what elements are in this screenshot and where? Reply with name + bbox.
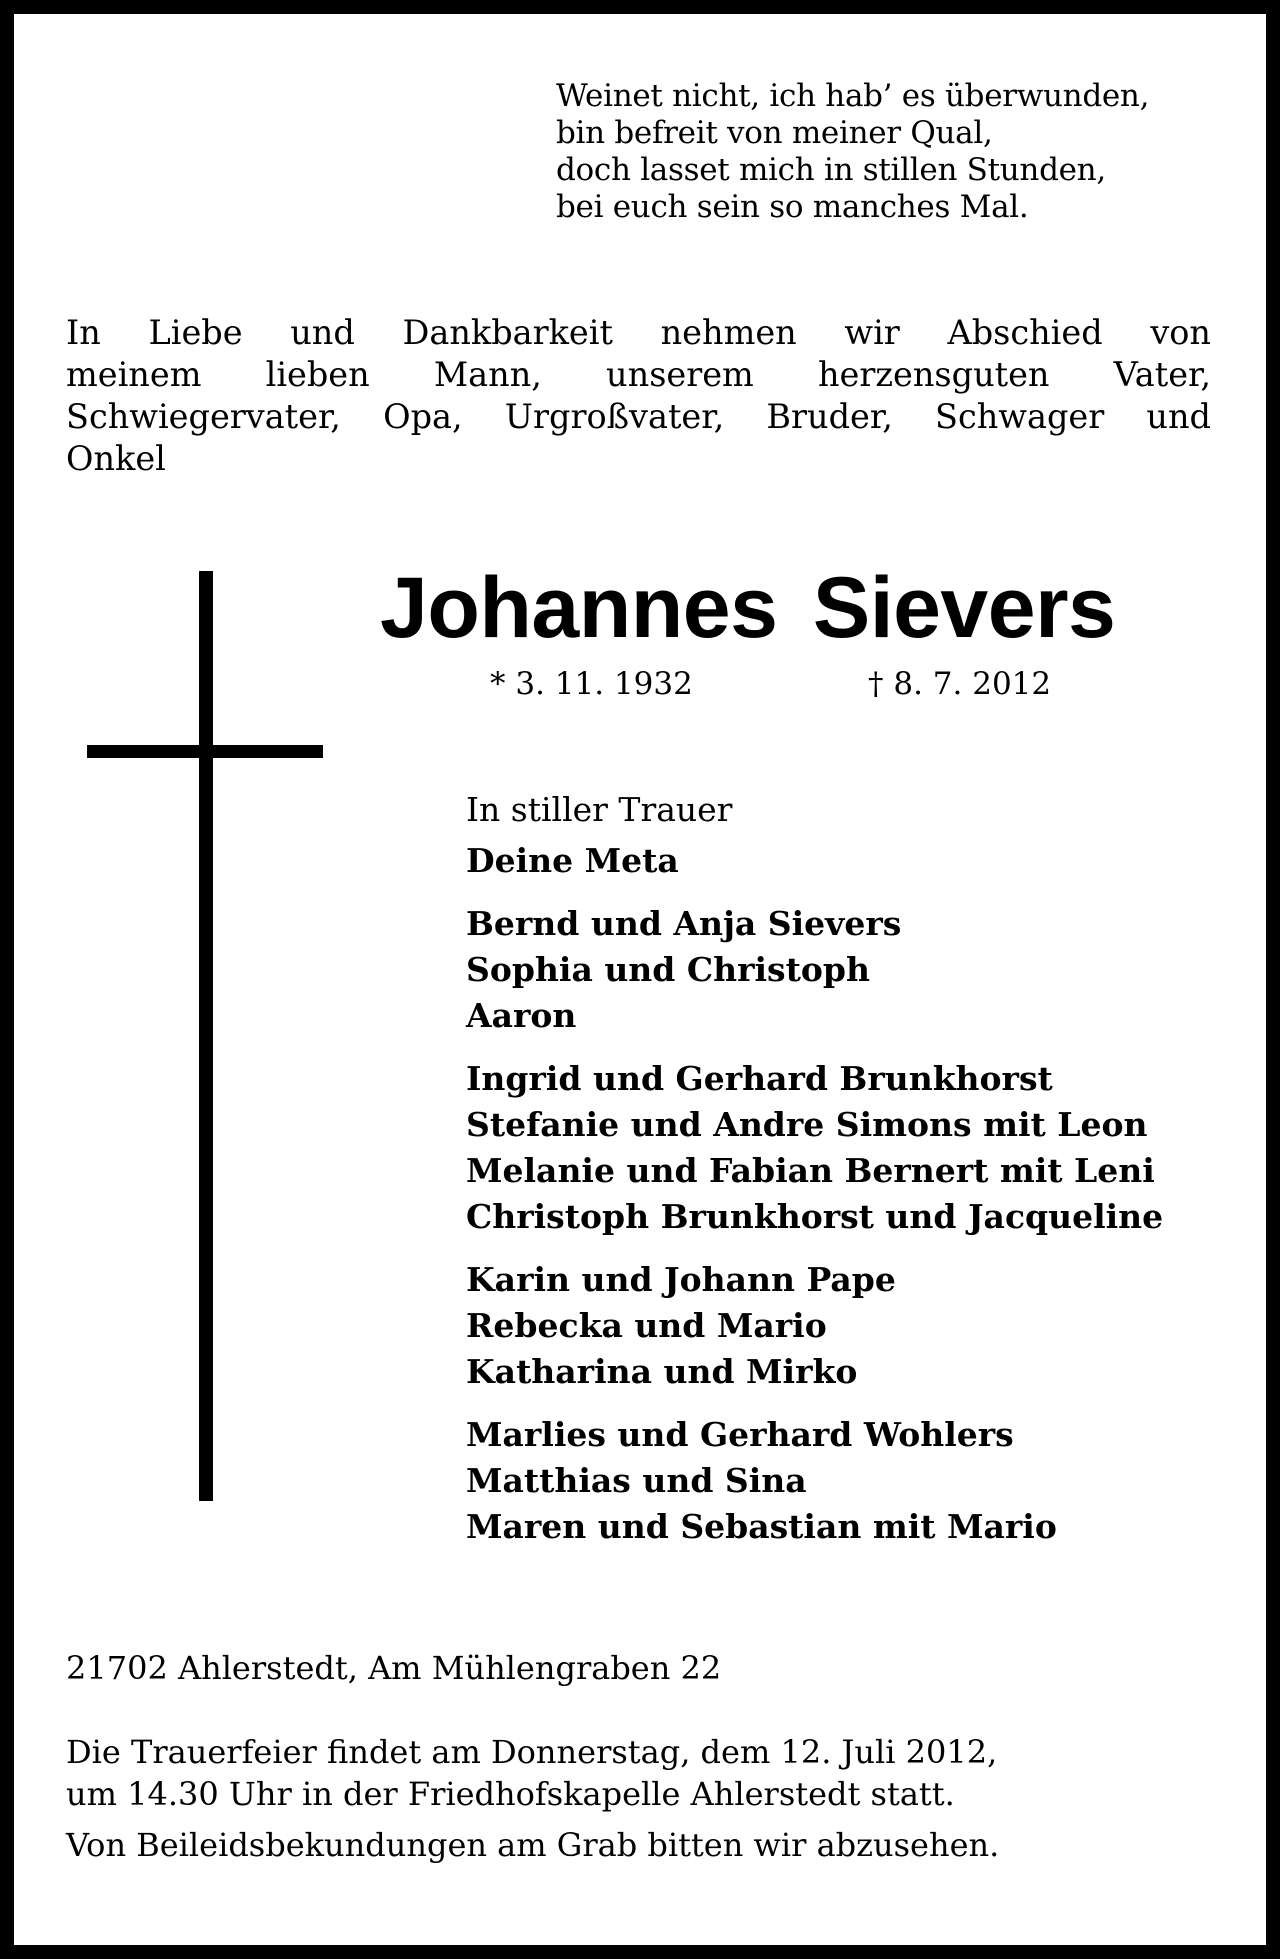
deceased-name: Johannes Sievers bbox=[380, 560, 1116, 656]
mourner-group bbox=[466, 1412, 1226, 1550]
intro-line: Schwiegervater, Opa, Urgroßvater, Bruder, Schwager und bbox=[66, 397, 1211, 436]
mourner-group bbox=[466, 1056, 1226, 1240]
birth-date: * 3. 11. 1932 bbox=[490, 666, 693, 702]
poem-line: bin befreit von meiner Qual, bbox=[556, 115, 993, 151]
poem-line: bei euch sein so manches Mal. bbox=[556, 189, 1029, 225]
mourner-line: Melanie und Fabian Bernert mit Leni bbox=[466, 1151, 1155, 1190]
intro-line: In Liebe und Dankbarkeit nehmen wir Abschied von bbox=[66, 313, 1211, 352]
mourners-heading: In stiller Trauer bbox=[466, 790, 733, 829]
mourner-line: Sophia und Christoph bbox=[466, 950, 870, 989]
mourner-group bbox=[466, 901, 1226, 1039]
intro-line: Onkel bbox=[66, 439, 166, 478]
cross-horizontal-bar bbox=[87, 745, 323, 758]
mourner-line: Karin und Johann Pape bbox=[466, 1260, 896, 1299]
mourner-line: Christoph Brunkhorst und Jacqueline bbox=[466, 1197, 1164, 1236]
mourner-line: Maren und Sebastian mit Mario bbox=[466, 1507, 1057, 1546]
condolence-note: Von Beileidsbekundungen am Grab bitten wir abzusehen. bbox=[66, 1826, 1000, 1864]
mourner-line: Stefanie und Andre Simons mit Leon bbox=[466, 1105, 1148, 1144]
mourner-line: Ingrid und Gerhard Brunkhorst bbox=[466, 1059, 1053, 1098]
mourner-group bbox=[466, 1257, 1226, 1395]
mourner-line: Bernd und Anja Sievers bbox=[466, 904, 902, 943]
intro-paragraph bbox=[66, 312, 1211, 480]
address: 21702 Ahlerstedt, Am Mühlengraben 22 bbox=[66, 1649, 722, 1687]
death-date: † 8. 7. 2012 bbox=[868, 666, 1052, 702]
mourner-line: Deine Meta bbox=[466, 841, 679, 880]
mourner-line: Katharina und Mirko bbox=[466, 1352, 858, 1391]
mourner-line: Marlies und Gerhard Wohlers bbox=[466, 1415, 1014, 1454]
mourner-group bbox=[466, 838, 1226, 884]
poem-line: doch lasset mich in stillen Stunden, bbox=[556, 152, 1106, 188]
service-info bbox=[66, 1731, 1226, 1815]
intro-line: meinem lieben Mann, unserem herzensguten Vater, bbox=[66, 355, 1211, 394]
poem-line: Weinet nicht, ich hab’ es überwunden, bbox=[556, 78, 1150, 114]
mourners-list bbox=[466, 790, 1226, 1567]
mourner-line: Aaron bbox=[466, 996, 577, 1035]
poem bbox=[556, 78, 1236, 226]
cross-vertical-bar bbox=[199, 571, 213, 1501]
service-line: um 14.30 Uhr in der Friedhofskapelle Ahlerstedt statt. bbox=[66, 1775, 955, 1813]
service-line: Die Trauerfeier findet am Donnerstag, dem 12. Juli 2012, bbox=[66, 1733, 998, 1771]
mourner-line: Rebecka und Mario bbox=[466, 1306, 827, 1345]
mourner-line: Matthias und Sina bbox=[466, 1461, 807, 1500]
